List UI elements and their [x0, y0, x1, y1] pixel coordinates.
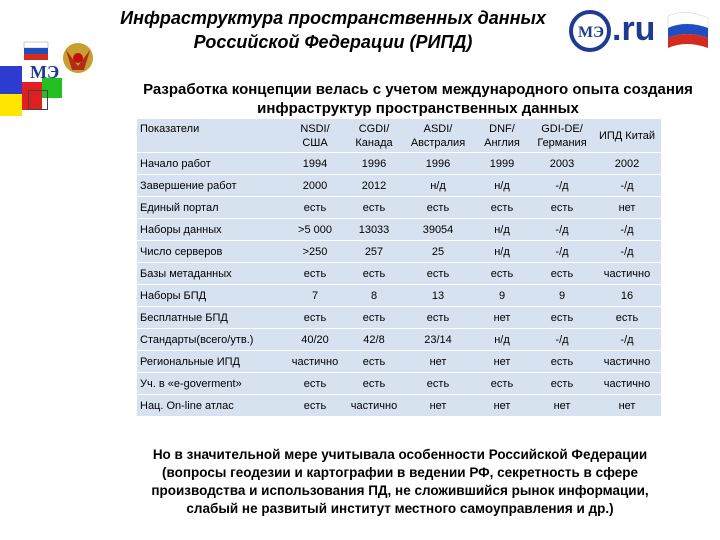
conclusion-text	[100, 446, 700, 518]
table-cell: есть	[285, 197, 345, 219]
table-cell: 2000	[285, 175, 345, 197]
table-row	[137, 395, 661, 417]
table-row	[137, 175, 661, 197]
table-cell: >5 000	[285, 219, 345, 241]
table-cell: 1999	[473, 153, 531, 175]
table-cell: есть	[403, 263, 473, 285]
table-cell: есть	[285, 373, 345, 395]
table-cell: есть	[593, 307, 661, 329]
table-cell: -/д	[531, 175, 593, 197]
table-cell: нет	[473, 307, 531, 329]
title-line-2: Российской Федерации (РИПД)	[193, 32, 473, 52]
table-cell: есть	[345, 307, 403, 329]
table-cell: частично	[593, 351, 661, 373]
table-cell: 39054	[403, 219, 473, 241]
table-cell: -/д	[593, 329, 661, 351]
logo-ru-text: .ru	[612, 10, 656, 48]
table-cell: 1996	[345, 153, 403, 175]
table-cell: есть	[531, 197, 593, 219]
table-cell: частично	[593, 373, 661, 395]
table-cell: есть	[345, 373, 403, 395]
svg-text:МЭ: МЭ	[578, 24, 604, 41]
table-cell: 1996	[403, 153, 473, 175]
table-cell: >250	[285, 241, 345, 263]
table-cell: ASDI/ Австралия	[403, 119, 473, 153]
table-row	[137, 153, 661, 175]
table-cell: есть	[531, 351, 593, 373]
row-label: Показатели	[137, 119, 285, 153]
table-row	[137, 329, 661, 351]
table-cell: 2002	[593, 153, 661, 175]
table-cell: нет	[531, 395, 593, 417]
intro-text	[118, 80, 718, 118]
row-label: Бесплатные БПД	[137, 307, 285, 329]
row-label: Стандарты(всего/утв.)	[137, 329, 285, 351]
table-cell: 7	[285, 285, 345, 307]
table-cell: есть	[473, 373, 531, 395]
table-cell: есть	[285, 307, 345, 329]
table-cell: есть	[285, 263, 345, 285]
table-header-row	[137, 119, 661, 153]
row-label: Начало работ	[137, 153, 285, 175]
conclusion-line-4: слабый не развитый институт местного самоуправления и др.)	[186, 501, 614, 516]
conclusion-line-3: производства и использования ПД, не сложившийся рынок информации,	[151, 483, 649, 498]
table-cell: -/д	[531, 241, 593, 263]
row-label: Наборы данных	[137, 219, 285, 241]
title-line-1: Инфраструктура пространственных данных	[120, 8, 546, 28]
table-cell: н/д	[473, 329, 531, 351]
table-cell: 42/8	[345, 329, 403, 351]
table-cell: 16	[593, 285, 661, 307]
row-label: Единый портал	[137, 197, 285, 219]
table-row	[137, 241, 661, 263]
page-title	[98, 6, 568, 54]
intro-line-1: Разработка концепции велась с учетом международного опыта создания	[143, 81, 693, 98]
table-cell: GDI-DE/ Германия	[531, 119, 593, 153]
table-cell: есть	[345, 263, 403, 285]
table-cell: 40/20	[285, 329, 345, 351]
row-label: Завершение работ	[137, 175, 285, 197]
comparison-table	[137, 118, 661, 416]
row-label: Число серверов	[137, 241, 285, 263]
table-cell: есть	[531, 263, 593, 285]
table-cell: нет	[473, 351, 531, 373]
row-label: Нац. On-line атлас	[137, 395, 285, 417]
table-cell: частично	[593, 263, 661, 285]
table-cell: 1994	[285, 153, 345, 175]
table-cell: 9	[473, 285, 531, 307]
table-cell: есть	[531, 373, 593, 395]
table-cell: нет	[403, 395, 473, 417]
intro-line-2: инфраструктур пространственных данных	[257, 100, 579, 117]
conclusion-line-2: (вопросы геодезии и картографии в ведении РФ, секретность в сфере	[162, 465, 638, 480]
table-cell: есть	[345, 351, 403, 373]
table-cell: есть	[403, 197, 473, 219]
row-label: Базы метаданных	[137, 263, 285, 285]
table-cell: есть	[345, 197, 403, 219]
table-cell: частично	[345, 395, 403, 417]
table-row	[137, 285, 661, 307]
row-label: Уч. в «e-goverment»	[137, 373, 285, 395]
table-row	[137, 373, 661, 395]
table-cell: н/д	[473, 175, 531, 197]
right-logo	[568, 6, 718, 56]
table-cell: есть	[473, 197, 531, 219]
table-cell: 9	[531, 285, 593, 307]
table-cell: 8	[345, 285, 403, 307]
table-cell: -/д	[531, 219, 593, 241]
table-cell: н/д	[403, 175, 473, 197]
table-cell: есть	[403, 373, 473, 395]
svg-text:МЭ: МЭ	[30, 62, 60, 82]
table-cell: нет	[593, 395, 661, 417]
table-cell: есть	[473, 263, 531, 285]
conclusion-line-1: Но в значительной мере учитывала особенности Российской Федерации	[152, 447, 648, 462]
table-row	[137, 351, 661, 373]
table-cell: -/д	[593, 219, 661, 241]
table-cell: частично	[285, 351, 345, 373]
table-row	[137, 197, 661, 219]
table-cell: есть	[285, 395, 345, 417]
table-cell: есть	[531, 307, 593, 329]
table-cell: 23/14	[403, 329, 473, 351]
table-cell: DNF/ Англия	[473, 119, 531, 153]
row-label: Региональные ИПД	[137, 351, 285, 373]
table-cell: 13	[403, 285, 473, 307]
table-cell: NSDI/ США	[285, 119, 345, 153]
table-cell: нет	[403, 351, 473, 373]
table-cell: 257	[345, 241, 403, 263]
table-cell: нет	[593, 197, 661, 219]
table-row	[137, 219, 661, 241]
table-cell: -/д	[593, 175, 661, 197]
table-cell: 2003	[531, 153, 593, 175]
table-cell: ИПД Китай	[593, 119, 661, 153]
table-row	[137, 263, 661, 285]
table-cell: н/д	[473, 219, 531, 241]
table-cell: есть	[403, 307, 473, 329]
table-cell: 2012	[345, 175, 403, 197]
table-cell: 13033	[345, 219, 403, 241]
table-cell: -/д	[593, 241, 661, 263]
table-cell: -/д	[531, 329, 593, 351]
table-cell: н/д	[473, 241, 531, 263]
table-row	[137, 307, 661, 329]
table-cell: нет	[473, 395, 531, 417]
table-cell: 25	[403, 241, 473, 263]
table-cell: CGDI/ Канада	[345, 119, 403, 153]
row-label: Наборы БПД	[137, 285, 285, 307]
